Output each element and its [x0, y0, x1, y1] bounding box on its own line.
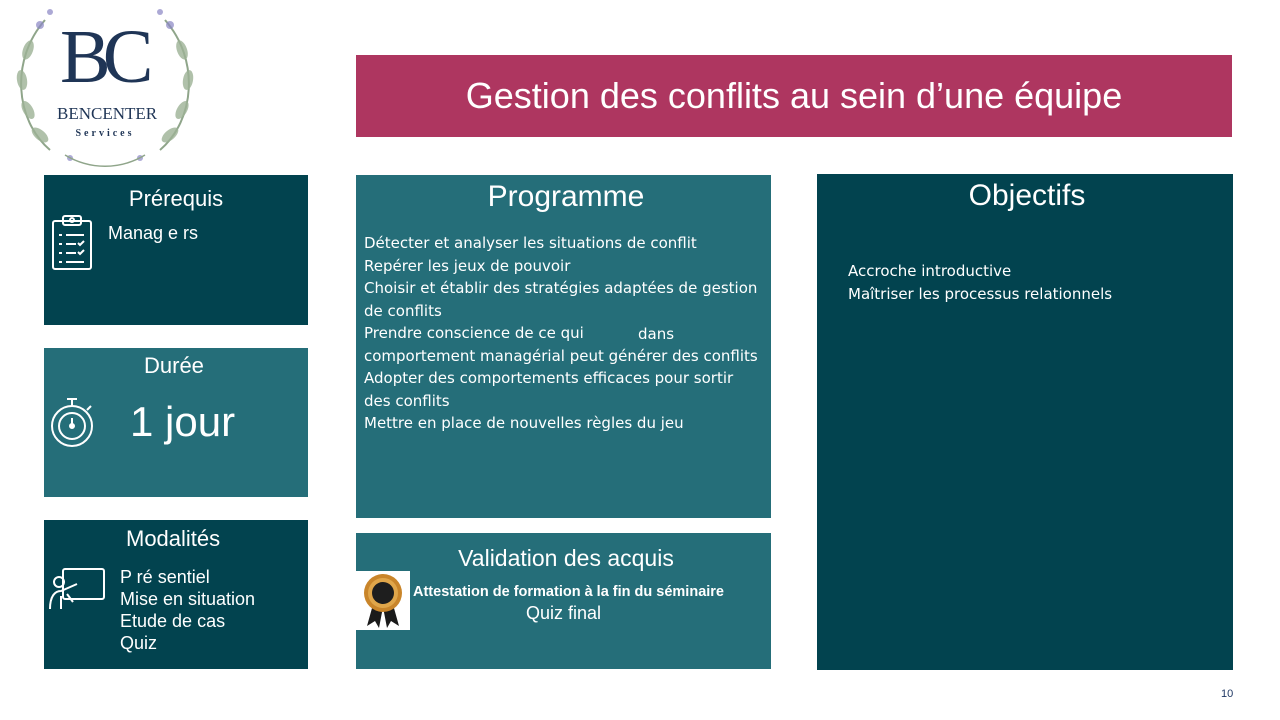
programme-box [356, 175, 771, 518]
objectifs-list [848, 260, 1112, 306]
programme-overlay-word: dans [638, 325, 675, 343]
page-number: 10 [1221, 688, 1234, 700]
logo-tagline: Services [75, 128, 135, 139]
page-title: Gestion des conflits au sein d’une équipe [356, 55, 1232, 137]
list-item: Accroche introductive [848, 262, 1012, 280]
list-item: Etude de cas [120, 611, 226, 631]
validation-box [356, 533, 771, 669]
modalites-heading: Modalités [126, 526, 221, 551]
objectifs-heading: Objectifs [968, 179, 1086, 212]
duree-value: 1 jour [130, 398, 236, 445]
list-item: Repérer les jeux de pouvoir [364, 256, 571, 275]
list-item: Choisir et établir des stratégies adaptées de gestion de conflits [364, 279, 758, 320]
validation-attestation: Attestation de formation à la fin du séminaire [413, 584, 724, 600]
programme-heading: Programme [487, 180, 645, 213]
list-item: Mettre en place de nouvelles règles du jeu [364, 414, 684, 432]
award-medal-icon [356, 571, 410, 630]
duree-heading: Durée [144, 353, 204, 378]
stopwatch-icon [48, 396, 98, 448]
presentation-board-icon [47, 566, 107, 612]
modalites-list [120, 566, 255, 654]
modalites-box [44, 520, 308, 669]
list-item: Mise en situation [120, 589, 256, 609]
list-item: P ré sentiel [120, 567, 210, 587]
list-item: Prendre conscience de ce qui [364, 324, 584, 342]
logo-monogram: BC [60, 15, 146, 99]
list-item: Adopter des comportements efficaces pour sortir des conflits [364, 369, 734, 410]
programme-list [364, 232, 764, 435]
duree-box [44, 348, 308, 497]
list-item: comportement managérial peut générer des conflits [364, 346, 758, 365]
logo-name: BENCENTER [57, 104, 158, 123]
validation-quiz: Quiz final [526, 603, 602, 623]
prerequis-box [44, 175, 308, 325]
bencenter-logo [10, 0, 200, 175]
list-item: Maîtriser les processus relationnels [848, 285, 1113, 303]
objectifs-box [817, 174, 1233, 670]
prerequis-heading: Prérequis [128, 186, 224, 211]
list-item: Détecter et analyser les situations de conflit [364, 234, 697, 252]
validation-heading: Validation des acquis [458, 545, 674, 571]
clipboard-checklist-icon [50, 213, 94, 271]
list-item: Quiz [120, 633, 158, 653]
prerequis-value: Manag e rs [108, 223, 199, 243]
